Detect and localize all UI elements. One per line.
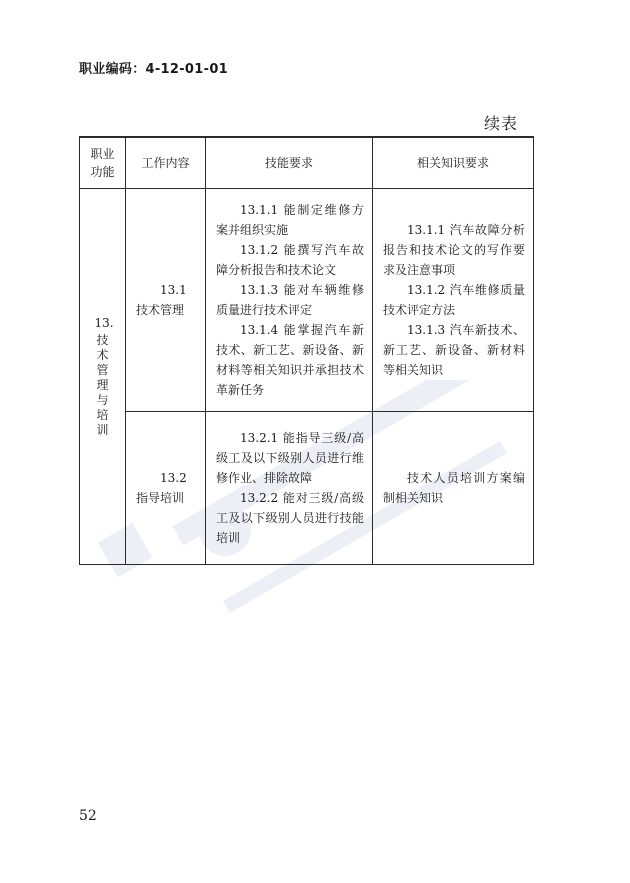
header-function-line1: 职业	[90, 147, 115, 161]
table-row	[80, 189, 534, 412]
skill-item: 13.1.1 能制定维修方案并组织实施	[216, 203, 364, 237]
knowledge-item: 13.1.3 汽车新技术、新工艺、新设备、新材料等相关知识	[383, 323, 525, 377]
function-cell	[80, 189, 126, 565]
table-header-row	[80, 137, 534, 189]
work-content-text: 13.2 指导培训	[136, 471, 187, 505]
skill-item: 13.1.4 能掌握汽车新技术、新工艺、新设备、新材料等相关知识并承担技术革新任务	[216, 323, 364, 397]
table-row	[80, 412, 534, 565]
function-name-char: 技	[96, 332, 109, 347]
knowledge-item: 13.1.1 汽车故障分析报告和技术论文的写作要求及注意事项	[383, 223, 525, 277]
knowledge-cell	[373, 412, 534, 565]
function-name-char: 术	[96, 347, 109, 362]
header-work-content: 工作内容	[126, 137, 206, 189]
occupation-code: 职业编码：4-12-01-01	[79, 62, 229, 77]
knowledge-item: 13.1.2 汽车维修质量技术评定方法	[383, 283, 525, 317]
skills-cell	[206, 189, 373, 412]
function-name-char: 培	[96, 407, 109, 422]
function-name-char: 训	[96, 422, 109, 437]
skills-cell	[206, 412, 373, 565]
skill-item: 13.2.2 能对三级/高级工及以下级别人员进行技能培训	[216, 491, 364, 545]
work-content-cell	[126, 412, 206, 565]
function-label	[94, 315, 114, 438]
skill-item: 13.1.3 能对车辆维修质量进行技术评定	[216, 283, 364, 317]
skill-item: 13.2.1 能指导三级/高级工及以下级别人员进行维修作业、排除故障	[216, 431, 364, 485]
skill-item: 13.1.2 能撰写汽车故障分析报告和技术论文	[216, 243, 364, 277]
function-name-char: 与	[96, 392, 109, 407]
function-name-char: 管	[96, 362, 109, 377]
function-name	[95, 333, 111, 438]
header-function	[80, 137, 126, 189]
knowledge-item: 技术人员培训方案编制相关知识	[383, 471, 525, 505]
page-number: 52	[79, 808, 97, 824]
skill-requirements-table	[79, 136, 534, 565]
function-number: 13.	[94, 315, 114, 330]
function-name-char: 理	[96, 377, 109, 392]
continued-label: 续表	[484, 114, 519, 133]
work-content-cell	[126, 189, 206, 412]
knowledge-cell	[373, 189, 534, 412]
header-knowledge: 相关知识要求	[373, 137, 534, 189]
work-content-text: 13.1 技术管理	[136, 283, 187, 317]
header-function-line2: 功能	[90, 165, 115, 179]
header-skills: 技能要求	[206, 137, 373, 189]
